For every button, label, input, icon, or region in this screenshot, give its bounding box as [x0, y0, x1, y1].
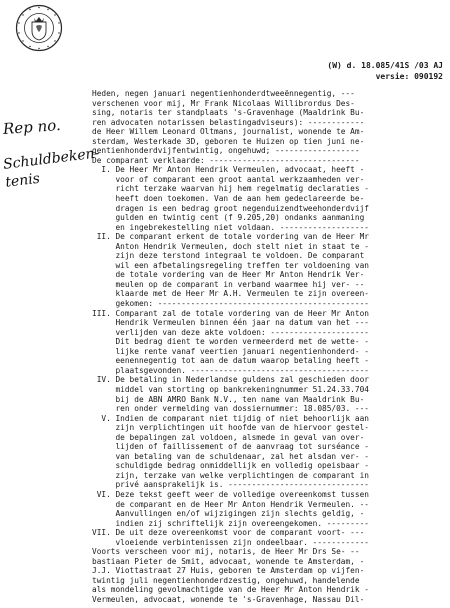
deed-line: verschenen voor mij, Mr Frank Nicolaas Willibrordus Des- [92, 98, 355, 108]
deed-line: III. Comparant zal de totale vordering van de Heer Mr Anton [92, 308, 369, 318]
deed-line: De comparant verklaarde: -------------------------------- [92, 155, 360, 165]
deed-line: sterdam, Westerkade 3D, geboren te Huizen op tien juni ne- [92, 136, 365, 146]
deed-line: zijn deze terstond integraal te voldoen. De comparant [92, 251, 365, 261]
handwritten-rep-no: Rep no. [2, 116, 62, 138]
deed-line: middel van storting op bankrekeningnummer 51.24.33.704 [92, 384, 369, 394]
deed-line: Vermeulen, advocaat, wonende te 's-Gravenhage, Nassau Dil- [92, 594, 365, 604]
deed-line: bastiaan Pieter de Smit, advocaat, wonende te Amsterdam, - [92, 556, 365, 566]
deed-line: voor of comparant een groot aantal werkzaamheden ver- [92, 174, 365, 184]
version-label: versie: 090192 [375, 72, 443, 81]
deed-line: II. De comparant erkent de totale vordering van de Heer Mr [92, 232, 369, 242]
deed-line: schuldigde bedrag onmiddellijk en volledig opeisbaar - [92, 461, 369, 471]
deed-line: ren advocaten notarissen belastingadviseurs): ------------ [92, 117, 365, 127]
deed-body [92, 89, 447, 605]
notarial-seal [15, 4, 63, 52]
deed-line: richt terzake waarvan hij hem regelmatig declaraties - [92, 184, 369, 194]
deed-line: Anton Hendrik Vermeulen, doch stelt niet in staat te - [92, 241, 369, 251]
deed-line: klaarde met de Heer Mr A.H. Vermeulen te zijn overeen- [92, 289, 369, 299]
deed-line: de comparant en de Heer Mr Anton Hendrik Vermeulen. -- [92, 499, 369, 509]
deed-line: de totale vordering van de Heer Mr Anton Hendrik Ver- [92, 270, 365, 280]
deed-line: VII. De uit deze overeenkomst voor de comparant voort- --- [92, 528, 365, 538]
deed-line: IV. De betaling in Nederlandse guldens zal geschieden door [92, 375, 369, 385]
deed-line: Hendrik Vermeulen binnen één jaar na datum van het --- [92, 318, 369, 328]
deed-line: en ingebrekestelling niet voldaan. ------------------- [92, 222, 369, 232]
deed-line: gentienhonderdvijfentwintig, ongehuwd; ------------------ [92, 146, 360, 156]
deed-line: lijke rente vanaf veertien januari negentienhonderd- - [92, 346, 369, 356]
deed-line: Heden, negen januari negentienhonderdtweeënnegentig, --- [92, 89, 355, 98]
deed-line: plaatsgevonden. -------------------------------------- [92, 365, 369, 375]
deed-line: privé aansprakelijk is. ------------------------------ [92, 480, 369, 490]
deed-line: zijn verplichtingen uit hoofde van de hiervoor gestel- [92, 423, 369, 433]
deed-line: Aanvullingen en/of wijzigingen zijn slechts geldig, - [92, 509, 365, 519]
deed-line: de Heer Willem Leonard Oltmans, journalist, wonende te Am- [92, 127, 365, 137]
deed-line: Voorts verscheen voor mij, notaris, de Heer Mr Drs Se- -- [92, 547, 360, 557]
deed-line: Dit bedrag dient te worden vermeerderd met de wette- - [92, 337, 369, 347]
deed-line: dragen is een bedrag groot negenduizendtweehonderdvijf [92, 203, 369, 213]
deed-line: wil een afbetalingsregeling treffen ter voldoening van [92, 260, 369, 270]
deed-line: J.J. Viottastraat 27 Huis, geboren te Amsterdam op vijfen- [92, 566, 365, 576]
deed-line: sing, notaris ter standplaats 's-Gravenhage (Maaldrink Bu- [92, 108, 365, 118]
deed-line: als mondeling gevolmachtigde van de Heer Mr Anton Hendrik - [92, 585, 369, 595]
deed-line: heeft doen toekomen. Van de aan hem gedeclareerde be- [92, 194, 365, 204]
deed-line: gulden en twintig cent (f 9.205,20) ondanks aanmaning [92, 213, 365, 223]
handwritten-schuldbekentenis [2, 144, 102, 192]
deed-line: zijn, terzake van welke verplichtingen de comparant in [92, 470, 369, 480]
handwritten-line-3: tenis [4, 170, 41, 191]
deed-line: twintig juli negentienhonderdzestig, ongehuwd, handelende [92, 575, 360, 585]
deed-line: I. De Heer Mr Anton Hendrik Vermeulen, advocaat, heeft - [92, 165, 365, 175]
deed-line: indien zij schriftelijk zijn overeengekomen. --------- [92, 518, 369, 528]
reference-code: (W) d. 18.085/41S /03 AJ [327, 61, 443, 70]
deed-line: de bepalingen zal voldoen, alsmede in geval van over- [92, 432, 365, 442]
deed-line: VI. Deze tekst geeft weer de volledige overeenkomst tussen [92, 489, 369, 499]
deed-line: vloeiende verbintenissen zijn ondeelbaar. ------------ [92, 537, 369, 547]
deed-line: eenennegentig tot aan de datum waarop betaling heeft - [92, 356, 369, 366]
deed-line: ren onder vermelding van dossiernummer: 18.085/03. --- [92, 404, 369, 414]
deed-line: verlijden van deze akte voldoen: --------------------- [92, 327, 369, 337]
handwritten-line-2: Schuldbeken- [2, 145, 101, 173]
deed-line: V. Indien de comparant niet tijdig of niet behoorlijk aan [92, 413, 369, 423]
document-reference [293, 60, 443, 82]
deed-line: meulen op de comparant in verband waarmee hij ver- -- [92, 279, 365, 289]
deed-line: van betaling van de schuldenaar, zal het alsdan ver- - [92, 451, 369, 461]
deed-line: gekomen: --------------------------------------------- [92, 299, 369, 309]
deed-line: lijden of faillissement of de aanvraag tot surséance - [92, 442, 369, 452]
deed-line: bij de ABN AMRO Bank N.V., ten name van Maaldrink Bu- [92, 394, 365, 404]
